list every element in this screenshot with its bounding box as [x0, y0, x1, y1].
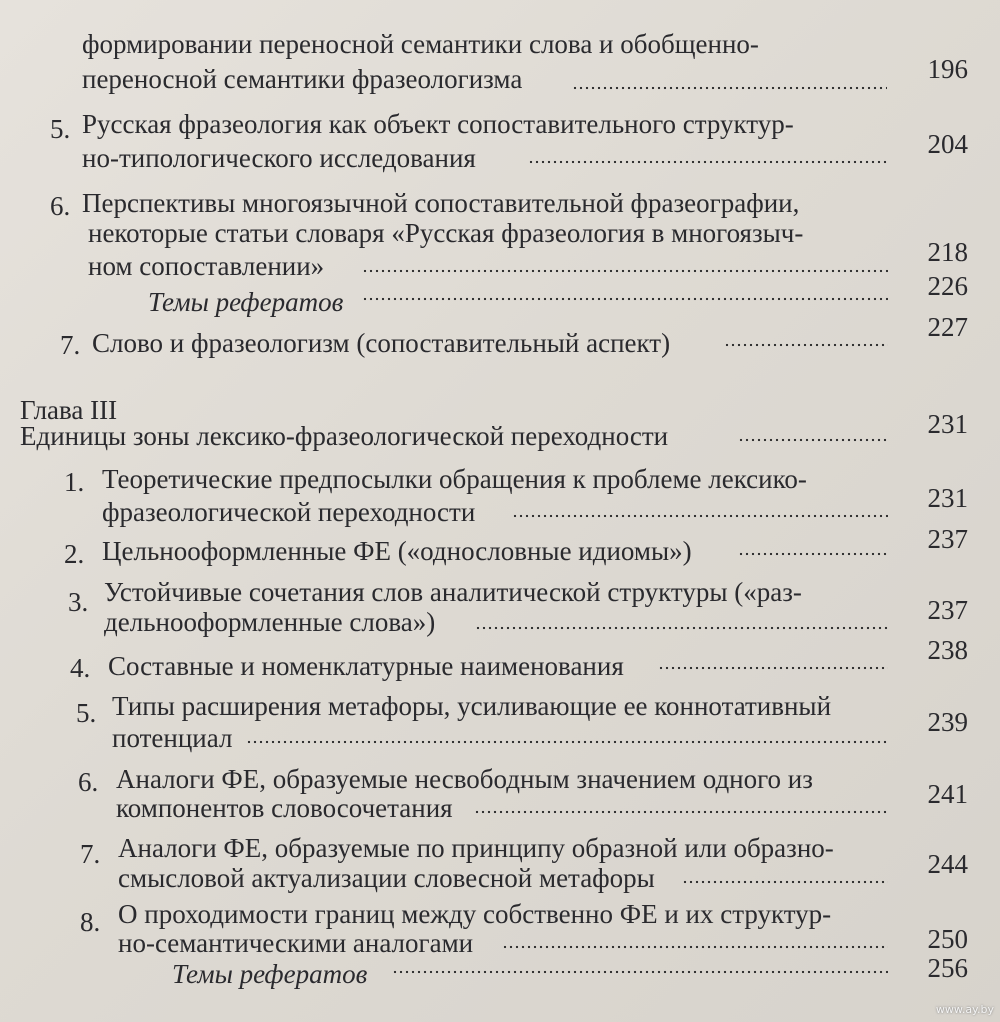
dot-leader — [474, 810, 888, 814]
toc-entry-text: переносной семантики фразеологизма — [82, 64, 523, 94]
toc-entry-text: Темы рефератов — [148, 287, 344, 317]
toc-page-number: 241 — [927, 779, 968, 809]
toc-page-number: 244 — [927, 849, 968, 879]
toc-entry-text: но-семантическими аналогами — [118, 928, 474, 958]
dot-leader — [682, 880, 888, 884]
toc-page-number: 196 — [927, 54, 968, 84]
toc-entry-text: Составные и номенклатурные наименования — [108, 651, 624, 681]
toc-page-number: 256 — [927, 953, 968, 983]
toc-entry-text: Слово и фразеологизм (сопоставительный аспект) — [92, 328, 671, 358]
toc-entry-text: некоторые статьи словаря «Русская фразеология в многоязыч- — [88, 218, 804, 248]
toc-page-number: 250 — [927, 924, 968, 954]
toc-entry-number: 3. — [68, 587, 89, 617]
toc-page-number: 231 — [927, 483, 968, 513]
toc-entry-text: Цельнооформленные ФЕ («однословные идиомы») — [102, 536, 692, 566]
toc-page-number: 231 — [927, 409, 968, 439]
dot-leader — [392, 970, 888, 974]
toc-entry-text: смысловой актуализации словесной метафоры — [118, 863, 655, 893]
toc-page-number: 239 — [927, 707, 968, 737]
watermark: www.ay.by — [935, 1003, 994, 1016]
toc-entry-number: 4. — [70, 653, 91, 683]
toc-entry-text: Теоретические предпосылки обращения к проблеме лексико- — [102, 464, 807, 494]
toc-entry-text: Темы рефератов — [172, 959, 368, 989]
toc-entry-number: 6. — [50, 191, 71, 221]
toc-entry-text: формировании переносной семантики слова и обобщенно- — [82, 29, 759, 59]
toc-page-number: 237 — [927, 595, 968, 625]
toc-entry-text: ном сопоставлении» — [88, 251, 325, 281]
toc-entry-text: Русская фразеология как объект сопоставительного структур- — [82, 109, 794, 139]
toc-entry-number: 7. — [60, 330, 81, 360]
toc-entry-text: Единицы зоны лексико-фразеологической переходности — [20, 421, 669, 451]
dot-leader — [246, 740, 888, 744]
toc-page-number: 238 — [927, 635, 968, 665]
toc-entry-text: компонентов словосочетания — [116, 793, 453, 823]
dot-leader — [362, 269, 888, 273]
toc-entry-text: фразеологической переходности — [102, 497, 476, 527]
dot-leader — [724, 343, 888, 347]
dot-leader — [362, 297, 888, 301]
toc-entry-text: Аналоги ФЕ, образуемые по принципу образной или образно- — [118, 833, 834, 863]
dot-leader — [738, 438, 888, 442]
toc-entry-text: потенциал — [112, 723, 233, 753]
dot-leader — [502, 945, 888, 949]
dot-leader — [512, 514, 888, 518]
chapter-title: Глава III — [20, 395, 118, 425]
toc-entry-text: дельнооформленные слова») — [104, 607, 436, 637]
toc-page-number: 204 — [927, 129, 968, 159]
toc-entry-number: 2. — [64, 539, 85, 569]
toc-page-number: 218 — [927, 237, 968, 267]
dot-leader — [738, 552, 888, 556]
toc-entry-text: но-типологического исследования — [82, 143, 476, 173]
toc-entry-text: Типы расширения метафоры, усиливающие ее коннотативный — [112, 691, 832, 721]
toc-entry-text: Перспективы многоязычной сопоставительной фразеографии, — [82, 188, 800, 218]
dot-leader — [475, 626, 888, 630]
toc-entry-number: 5. — [76, 698, 97, 728]
dot-leader — [658, 666, 888, 670]
toc-entry-number: 7. — [80, 839, 101, 869]
toc-entry-number: 1. — [64, 467, 85, 497]
toc-entry-text: О проходимости границ между собственно ФЕ и их структур- — [118, 899, 832, 929]
toc-page-number: 237 — [927, 524, 968, 554]
dot-leader — [528, 160, 888, 164]
toc-entry-text: Аналоги ФЕ, образуемые несвободным значением одного из — [116, 764, 813, 794]
dot-leader — [572, 86, 887, 90]
toc-entry-number: 8. — [80, 907, 101, 937]
toc-page-number: 227 — [927, 312, 968, 342]
toc-entry-number: 6. — [78, 767, 99, 797]
toc-page-number: 226 — [927, 271, 968, 301]
toc-entry-text: Устойчивые сочетания слов аналитической структуры («раз- — [104, 577, 802, 607]
toc-entry-number: 5. — [50, 114, 71, 144]
